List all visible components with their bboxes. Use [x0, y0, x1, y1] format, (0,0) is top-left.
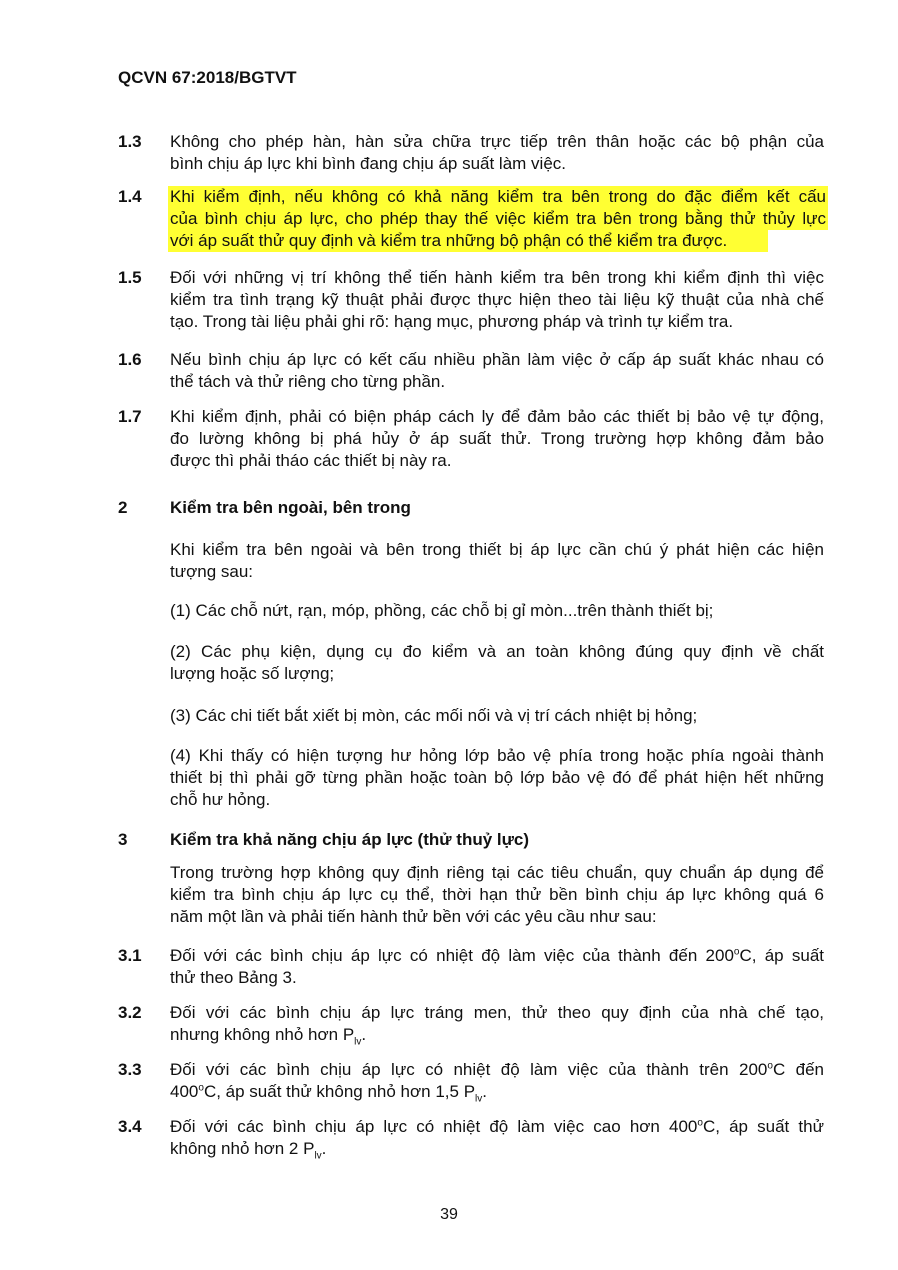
paragraph — [170, 641, 824, 685]
text-line: thể tách và thử riêng cho từng phần. — [170, 372, 446, 391]
section-number: 2 — [118, 498, 128, 517]
text-line: thiết bị thì phải gỡ từng phần hoặc toàn bộ lớp bảo vệ đó để phát hiện hết những — [170, 768, 824, 787]
item-number: 1.6 — [118, 350, 142, 369]
list-item — [118, 406, 824, 472]
item-text — [170, 406, 824, 472]
text-line: đo lường không bị phá hủy ở áp suất thử. Trong trường hợp không đảm bảo — [170, 429, 824, 448]
list-item — [118, 1002, 824, 1046]
text-line: lượng hoặc số lượng; — [170, 664, 335, 683]
item-text-highlighted — [168, 186, 828, 252]
text-line: Trong trường hợp không quy định riêng tại các tiêu chuẩn, quy chuẩn áp dụng để — [170, 863, 824, 882]
list-item — [118, 267, 824, 333]
text-line: (3) Các chi tiết bắt xiết bị mòn, các mối nối và vị trí cách nhiệt bị hỏng; — [170, 706, 698, 725]
text-line: tượng sau: — [170, 562, 254, 581]
text-line: Đối với các bình chịu áp lực tráng men, thử theo quy định của nhà chế tạo, — [170, 1003, 824, 1022]
item-number: 3.1 — [118, 946, 142, 965]
item-number: 3.3 — [118, 1060, 142, 1079]
item-text — [170, 349, 824, 393]
page-number: 39 — [440, 1206, 458, 1223]
item-number: 3.4 — [118, 1117, 142, 1136]
text-line: Nếu bình chịu áp lực có kết cấu nhiều phần làm việc ở cấp áp suất khác nhau có — [170, 350, 824, 369]
paragraph — [170, 745, 824, 811]
list-item — [118, 1059, 824, 1103]
section-number: 3 — [118, 830, 128, 849]
text-line: kiểm tra bình chịu áp lực cụ thể, thời hạn thử bền bình chịu áp lực không quá 6 — [170, 885, 824, 904]
text-line: với áp suất thử quy định và kiểm tra những bộ phận có thể kiểm tra được. — [168, 230, 768, 252]
list-item — [118, 349, 824, 393]
item-text — [170, 1002, 824, 1046]
item-text — [170, 945, 824, 989]
text-line: (1) Các chỗ nứt, rạn, móp, phồng, các chỗ bị gỉ mòn...trên thành thiết bị; — [170, 601, 714, 620]
text-line: năm một lần và phải tiến hành thử bền với các yêu cầu như sau: — [170, 907, 657, 926]
document-header: QCVN 67:2018/BGTVT — [118, 68, 297, 87]
text-line: (4) Khi thấy có hiện tượng hư hỏng lớp bảo vệ phía trong hoặc phía ngoài thành — [170, 746, 824, 765]
text-line: (2) Các phụ kiện, dụng cụ đo kiểm và an toàn không đúng quy định về chất — [170, 642, 824, 661]
text-line: Đối với các bình chịu áp lực có nhiệt độ làm việc cao hơn 400$^o$C, áp suất thử — [170, 1117, 824, 1136]
text-line: thử theo Bảng 3. — [170, 968, 297, 987]
item-text — [170, 1059, 824, 1103]
text-line: tạo. Trong tài liệu phải ghi rõ: hạng mục, phương pháp và trình tự kiểm tra. — [170, 312, 734, 331]
paragraph — [170, 862, 824, 928]
text-line: kiểm tra tình trạng kỹ thuật phải được thực hiện theo tài liệu kỹ thuật của nhà chế — [170, 290, 824, 309]
text-line: bình chịu áp lực khi bình đang chịu áp suất làm việc. — [170, 154, 567, 173]
item-number: 1.7 — [118, 407, 142, 426]
text-line: Đối với các bình chịu áp lực có nhiệt độ làm việc của thành trên 200$^o$C đến — [170, 1060, 824, 1079]
text-line: Không cho phép hàn, hàn sửa chữa trực tiếp trên thân hoặc các bộ phận của — [170, 132, 824, 151]
list-item — [118, 945, 824, 989]
text-line: của bình chịu áp lực, cho phép thay thế việc kiểm tra bên trong bằng thử thủy lực — [170, 209, 826, 228]
item-text — [170, 267, 824, 333]
paragraph — [170, 705, 824, 727]
section-title: Kiểm tra khả năng chịu áp lực (thử thuỷ lực) — [170, 830, 530, 849]
section-heading — [118, 497, 824, 519]
list-item — [118, 131, 824, 175]
text-line: Khi kiểm định, nếu không có khả năng kiểm tra bên trong do đặc điểm kết cấu — [170, 187, 826, 206]
text-line: Đối với những vị trí không thể tiến hành kiểm tra bên trong khi kiểm định thì việc — [170, 268, 824, 287]
text-line: không nhỏ hơn 2 $P_{lv}$. — [170, 1139, 327, 1162]
section-heading — [118, 829, 824, 851]
item-number: 1.5 — [118, 268, 142, 287]
text-line: 400$^o$C, áp suất thử không nhỏ hơn 1,5 $P_{lv}$. — [170, 1082, 488, 1105]
text-line: Khi kiểm tra bên ngoài và bên trong thiết bị áp lực cần chú ý phát hiện các hiện — [170, 540, 824, 559]
paragraph — [170, 600, 824, 622]
text-line: Đối với các bình chịu áp lực có nhiệt độ làm việc của thành đến 200$^o$C, áp suất — [170, 946, 824, 965]
text-line: chỗ hư hỏng. — [170, 790, 271, 809]
section-title: Kiểm tra bên ngoài, bên trong — [170, 498, 411, 517]
item-number: 3.2 — [118, 1003, 142, 1022]
list-item — [118, 1116, 824, 1160]
paragraph — [170, 539, 824, 583]
text-line: Khi kiểm định, phải có biện pháp cách ly để đảm bảo các thiết bị bảo vệ tự động, — [170, 407, 824, 426]
list-item-highlighted — [118, 186, 824, 252]
text-line: nhưng không nhỏ hơn $P_{lv}$. — [170, 1025, 367, 1048]
item-number: 1.4 — [118, 187, 142, 206]
item-number: 1.3 — [118, 132, 142, 151]
item-text — [170, 131, 824, 175]
item-text — [170, 1116, 824, 1160]
text-line: được thì phải tháo các thiết bị này ra. — [170, 451, 452, 470]
